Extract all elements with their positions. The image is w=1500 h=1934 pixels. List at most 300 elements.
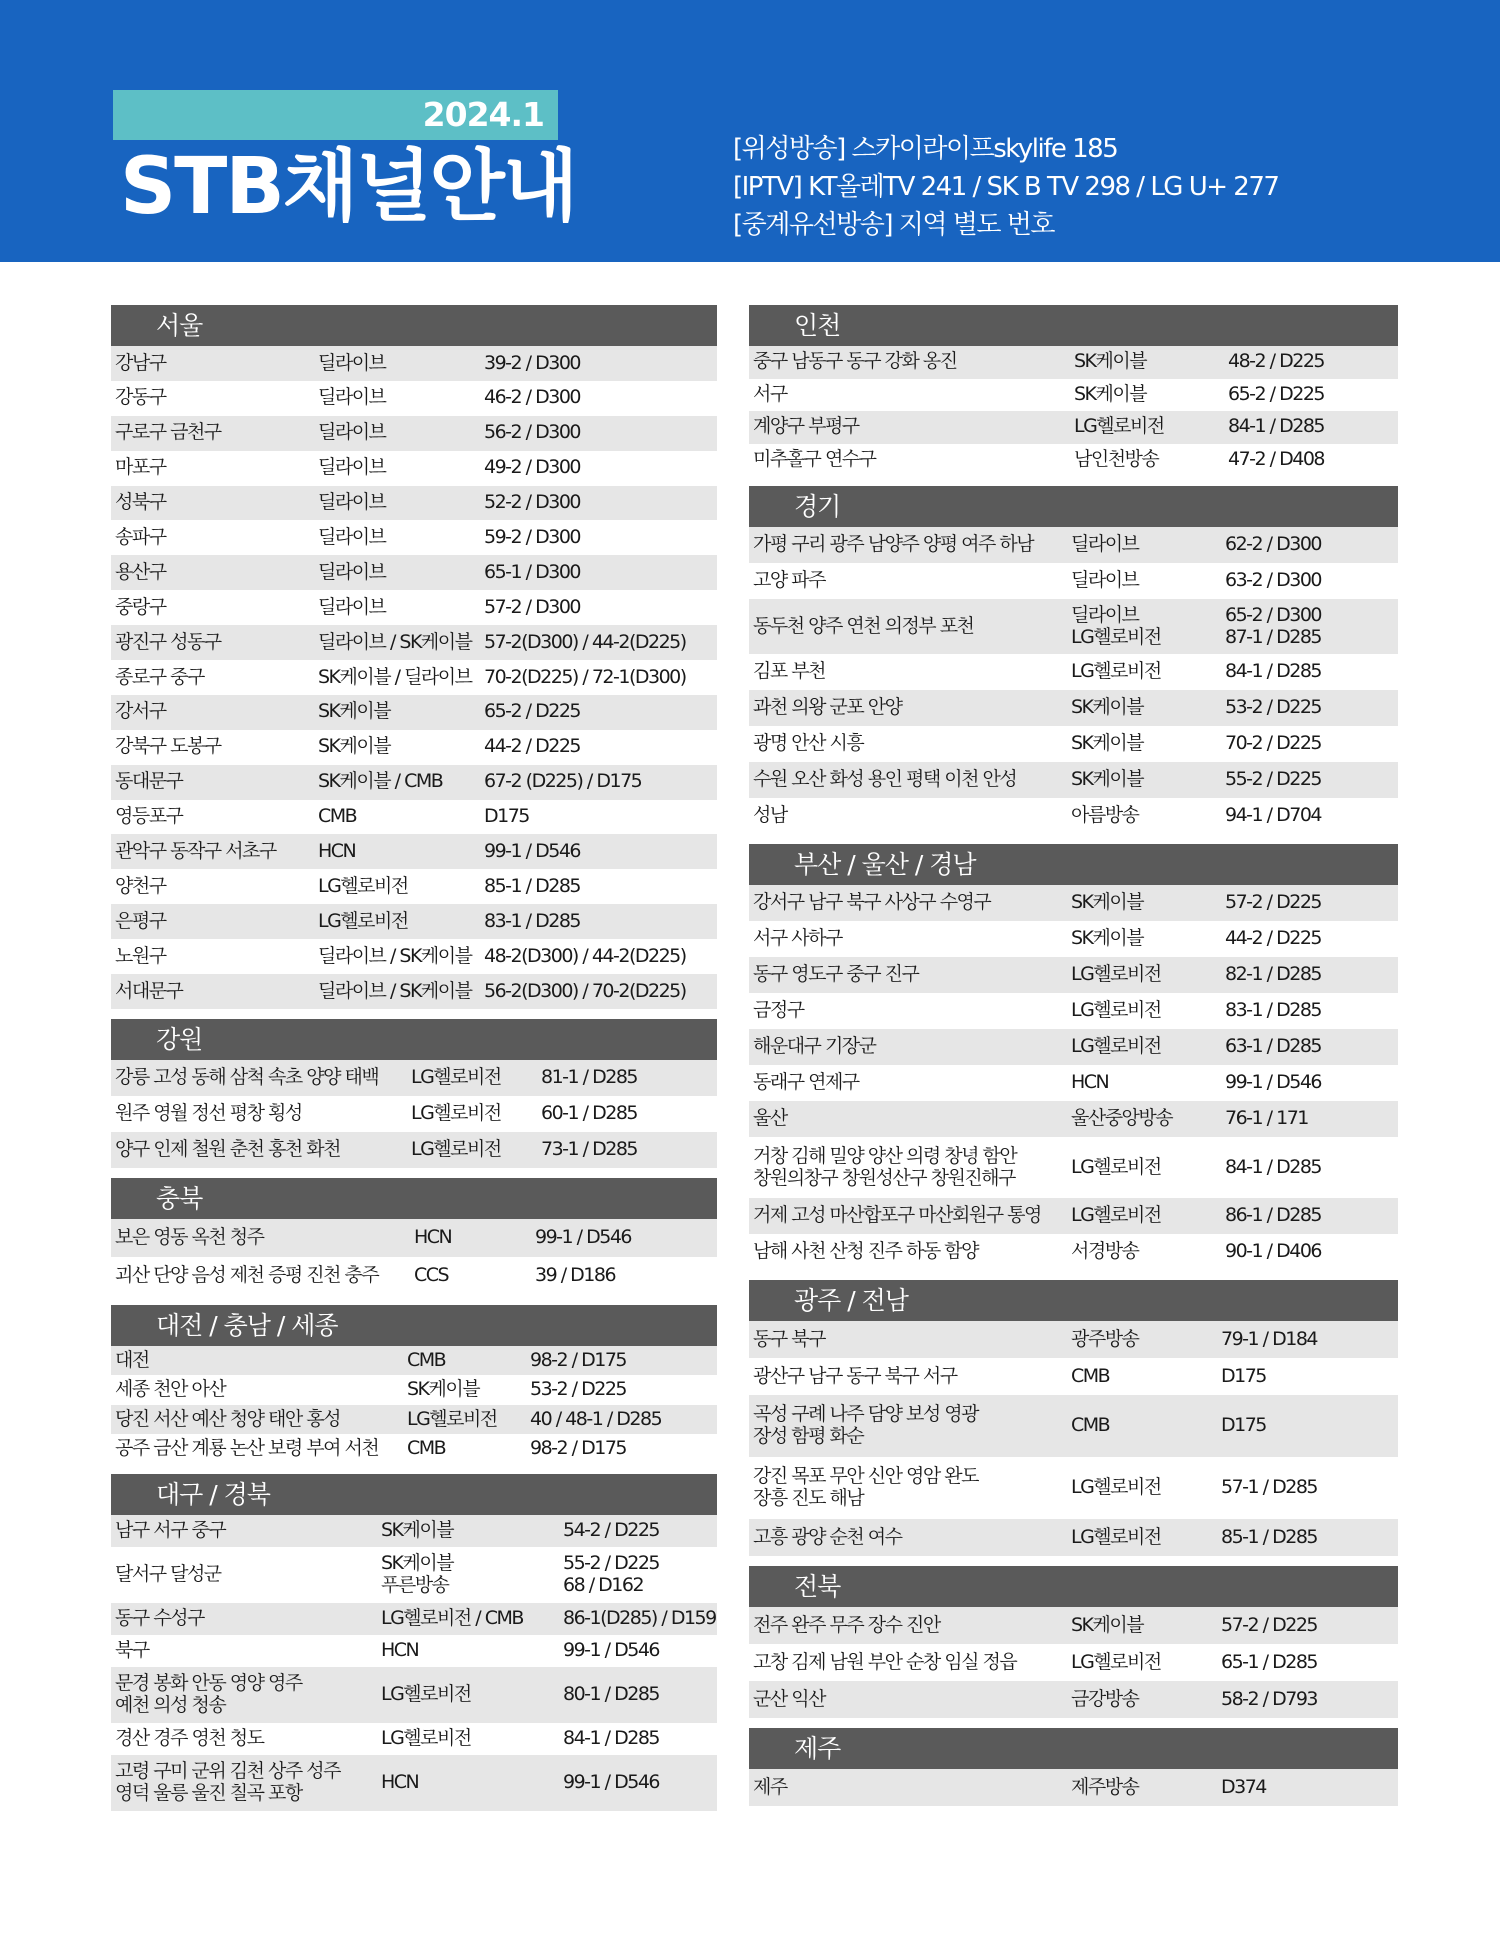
table-row [749, 1198, 1398, 1234]
region-text: 금정구 [753, 999, 804, 1022]
cell-region [111, 981, 314, 1003]
cell-channel [480, 667, 717, 689]
cell-channel [537, 1103, 717, 1125]
table-row [111, 625, 717, 660]
provider-text: CCS [414, 1264, 449, 1286]
cell-channel [559, 1728, 717, 1750]
region-text: 김포 부천 [753, 660, 825, 683]
channel-text: 86-1(D285) / D159 [563, 1607, 716, 1629]
cell-channel [1221, 928, 1398, 950]
region-text: 전주 완주 무주 장수 진안 [753, 1613, 940, 1636]
table-row [111, 1635, 717, 1667]
region-text: 거창 김해 밀양 양산 의령 창녕 함안 [753, 1144, 1017, 1167]
provider-text: 아름방송 [1071, 804, 1139, 827]
cell-provider [1067, 570, 1221, 592]
channel-text: 99-1 / D546 [1225, 1071, 1321, 1094]
cell-region [749, 892, 1067, 914]
cell-region [111, 1265, 410, 1287]
region-section [111, 1019, 717, 1168]
channel-text: 99-1 / D546 [484, 839, 580, 862]
channel-text: 46-2 / D300 [484, 386, 580, 409]
cell-region [749, 1689, 1067, 1711]
cell-provider [314, 527, 480, 549]
cell-region [111, 1438, 403, 1460]
cell-provider [314, 457, 480, 479]
cell-provider [407, 1103, 537, 1125]
cell-provider [314, 422, 480, 444]
cell-region [749, 733, 1067, 755]
section-rows [749, 346, 1398, 476]
table-row [111, 486, 717, 521]
provider-text: 푸른방송 [381, 1573, 449, 1596]
section-header: 대전 / 충남 / 세종 [111, 1305, 717, 1346]
channel-text: 82-1 / D285 [1225, 963, 1321, 986]
cell-provider [1067, 892, 1221, 914]
provider-text: SK케이블 [407, 1378, 480, 1401]
region-text: 제주 [753, 1775, 787, 1798]
cell-channel [1221, 661, 1398, 683]
cell-provider [377, 1684, 559, 1706]
cell-region [749, 1000, 1067, 1022]
provider-text: SK케이블 / CMB [318, 770, 443, 793]
table-row [749, 1101, 1398, 1137]
cell-region [749, 964, 1067, 986]
info-satellite: [위성방송] 스카이라이프skylife 185 [733, 134, 1118, 164]
channel-text: 67-2 (D225) / D175 [484, 770, 642, 793]
provider-text: 딜라이브 [1071, 533, 1139, 556]
cell-channel [1217, 1615, 1398, 1637]
table-row [111, 416, 717, 451]
cell-channel [1221, 1072, 1398, 1094]
channel-text: 62-2 / D300 [1225, 533, 1321, 556]
region-text: 공주 금산 계룡 논산 보령 부여 서천 [115, 1437, 379, 1460]
table-row [111, 1755, 717, 1811]
provider-text: HCN [318, 839, 356, 862]
table-row [111, 765, 717, 800]
section-rows [749, 1321, 1398, 1556]
cell-provider [1067, 1415, 1217, 1437]
table-row [749, 379, 1398, 412]
region-section [111, 1305, 717, 1464]
cell-channel [1224, 416, 1398, 438]
channel-text: 57-1 / D285 [1221, 1476, 1317, 1499]
cell-provider [314, 946, 480, 968]
channel-text: D175 [1221, 1414, 1266, 1437]
cell-region [111, 422, 314, 444]
table-row [111, 1219, 717, 1257]
cell-region [111, 841, 314, 863]
channel-text: 85-1 / D285 [1221, 1525, 1317, 1548]
region-section [749, 1280, 1398, 1556]
cell-provider [1070, 384, 1224, 406]
cell-provider [377, 1728, 559, 1750]
cell-region [111, 492, 314, 514]
cell-channel [526, 1379, 717, 1401]
table-row [749, 1607, 1398, 1644]
table-row [749, 1457, 1398, 1519]
cell-region [749, 449, 1070, 471]
cell-provider [314, 597, 480, 619]
region-text: 고양 파주 [753, 569, 825, 592]
channel-text: 39-2 / D300 [484, 351, 580, 374]
channel-text: 84-1 / D285 [1225, 660, 1321, 683]
region-text: 광명 안산 시흥 [753, 732, 864, 755]
table-row [749, 762, 1398, 798]
region-text: 고령 구미 군위 김천 상주 성주 [115, 1760, 340, 1783]
region-text: 서구 사하구 [753, 927, 842, 950]
cell-channel [1221, 697, 1398, 719]
region-section [749, 844, 1398, 1270]
region-text: 대전 [115, 1348, 149, 1371]
cell-channel [480, 562, 717, 584]
table-row [111, 695, 717, 730]
cell-region [111, 1640, 377, 1662]
channel-text: 98-2 / D175 [530, 1348, 626, 1371]
cell-region [111, 946, 314, 968]
cell-region [749, 805, 1067, 827]
table-row [111, 1667, 717, 1723]
cell-channel [531, 1227, 717, 1249]
region-text: 송파구 [115, 525, 166, 548]
region-text: 당진 서산 예산 청양 태안 홍성 [115, 1407, 340, 1430]
cell-region [749, 661, 1067, 683]
cell-provider [410, 1227, 531, 1249]
provider-text: SK케이블 [381, 1519, 454, 1541]
cell-provider [403, 1438, 526, 1460]
region-text: 동구 북구 [753, 1327, 825, 1350]
table-row [111, 1060, 717, 1096]
channel-text: 81-1 / D285 [541, 1066, 637, 1088]
provider-text: LG헬로비전 [1071, 1155, 1161, 1178]
cell-region [111, 597, 314, 619]
cell-region [111, 1409, 403, 1431]
region-text: 성북구 [115, 491, 166, 514]
cell-provider [410, 1265, 531, 1287]
channel-text: 65-1 / D300 [484, 560, 580, 583]
cell-channel [1221, 733, 1398, 755]
table-row [749, 411, 1398, 444]
cell-channel [480, 876, 717, 898]
cell-provider [377, 1640, 559, 1662]
cell-channel [480, 422, 717, 444]
table-row [749, 444, 1398, 477]
channel-text: 59-2 / D300 [484, 525, 580, 548]
cell-provider [1067, 534, 1221, 556]
provider-text: SK케이블 [1071, 696, 1144, 719]
table-row [111, 346, 717, 381]
region-text: 강남구 [115, 351, 166, 374]
channel-text: 48-2(D300) / 44-2(D225) [484, 944, 686, 967]
cell-channel [480, 911, 717, 933]
section-rows [749, 527, 1398, 834]
broadcast-info [733, 130, 1278, 244]
region-text: 고창 김제 남원 부안 순창 임실 정읍 [753, 1650, 1017, 1673]
cell-provider [314, 492, 480, 514]
region-text: 구로구 금천구 [115, 421, 221, 444]
table-row [111, 1257, 717, 1295]
cell-provider [314, 632, 480, 654]
section-header: 제주 [749, 1728, 1398, 1769]
table-row [749, 1065, 1398, 1101]
cell-channel [1217, 1329, 1398, 1351]
provider-text: SK케이블 [1071, 891, 1144, 914]
table-row [111, 834, 717, 869]
cell-provider [377, 1553, 559, 1597]
channel-text: 84-1 / D285 [1225, 1155, 1321, 1178]
cell-provider [1067, 1072, 1221, 1094]
table-row [749, 1358, 1398, 1395]
provider-text: 딜라이브 [318, 386, 386, 409]
cell-region [111, 1067, 407, 1089]
provider-text: LG헬로비전 [1071, 625, 1161, 648]
cell-channel [1224, 384, 1398, 406]
cell-channel [526, 1438, 717, 1460]
cell-channel [1217, 1652, 1398, 1674]
cell-region [749, 697, 1067, 719]
provider-text: 딜라이브 [318, 456, 386, 479]
channel-text: 49-2 / D300 [484, 456, 580, 479]
cell-channel [1221, 534, 1398, 556]
region-text: 문경 봉화 안동 영양 영주 [115, 1672, 302, 1695]
cell-channel [559, 1772, 717, 1794]
provider-text: LG헬로비전 [318, 909, 408, 932]
cell-provider [314, 771, 480, 793]
cell-channel [480, 946, 717, 968]
cell-channel [480, 981, 717, 1003]
section-header: 충북 [111, 1178, 717, 1219]
table-row [111, 1346, 717, 1376]
channel-text: 63-2 / D300 [1225, 569, 1321, 592]
cell-provider [314, 911, 480, 933]
provider-text: 딜라이브 / SK케이블 [318, 630, 472, 653]
provider-text: LG헬로비전 [411, 1102, 501, 1124]
provider-text: SK케이블 [1071, 1613, 1144, 1636]
cell-channel [1221, 570, 1398, 592]
provider-text: LG헬로비전 [1071, 999, 1161, 1022]
region-text: 동대문구 [115, 770, 183, 793]
table-row [749, 346, 1398, 379]
cell-channel [1221, 1036, 1398, 1058]
cell-channel [531, 1265, 717, 1287]
cell-channel [537, 1067, 717, 1089]
provider-text: LG헬로비전 [1071, 660, 1161, 683]
channel-text: 65-2 / D225 [484, 700, 580, 723]
region-text: 울산 [753, 1107, 787, 1130]
cell-region [111, 562, 314, 584]
provider-text: CMB [407, 1437, 446, 1460]
provider-text: 남인천방송 [1074, 447, 1159, 470]
cell-provider [314, 876, 480, 898]
cell-provider [1067, 1527, 1217, 1549]
cell-region [111, 1227, 410, 1249]
channel-text: 54-2 / D225 [563, 1519, 659, 1541]
cell-region [749, 1527, 1067, 1549]
provider-text: SK케이블 [1074, 350, 1147, 373]
channel-text: 40 / 48-1 / D285 [530, 1407, 662, 1430]
table-row [111, 869, 717, 904]
channel-text: 70-2(D225) / 72-1(D300) [484, 665, 686, 688]
region-text: 남해 사천 산청 진주 하동 함양 [753, 1240, 978, 1263]
cell-channel [559, 1684, 717, 1706]
cell-provider [1067, 1329, 1217, 1351]
region-text: 강서구 [115, 700, 166, 723]
cell-region [111, 632, 314, 654]
cell-region [111, 1139, 407, 1161]
cell-provider [377, 1772, 559, 1794]
table-row [111, 904, 717, 939]
provider-text: 딜라이브 [1071, 569, 1139, 592]
channel-text: 63-1 / D285 [1225, 1035, 1321, 1058]
header-banner [0, 0, 1500, 262]
channel-text: 53-2 / D225 [1225, 696, 1321, 719]
cell-channel [480, 632, 717, 654]
cell-provider [403, 1379, 526, 1401]
cell-provider [314, 353, 480, 375]
region-text: 장흥 진도 해남 [753, 1487, 864, 1509]
provider-text: LG헬로비전 [1071, 1525, 1161, 1548]
region-text: 경산 경주 영천 청도 [115, 1727, 264, 1749]
table-row [749, 563, 1398, 599]
channel-text: 79-1 / D184 [1221, 1327, 1317, 1350]
cell-region [111, 1350, 403, 1372]
section-rows [111, 1515, 717, 1811]
provider-text: SK케이블 [318, 735, 391, 758]
section-header: 부산 / 울산 / 경남 [749, 844, 1398, 885]
table-row [749, 993, 1398, 1029]
region-text: 강진 목포 무안 신안 영암 완도 [753, 1465, 978, 1488]
section-rows [111, 1219, 717, 1295]
cell-channel [1217, 1777, 1398, 1799]
channel-text: 90-1 / D406 [1225, 1240, 1321, 1263]
channel-text: 99-1 / D546 [563, 1639, 659, 1661]
region-section [111, 1178, 717, 1295]
channel-text: 44-2 / D225 [484, 735, 580, 758]
section-rows [111, 346, 717, 1009]
cell-provider [1070, 416, 1224, 438]
cell-region [749, 1652, 1067, 1674]
cell-region [749, 1072, 1067, 1094]
cell-region [111, 1379, 403, 1401]
region-text: 광진구 성동구 [115, 630, 221, 653]
table-row [749, 1321, 1398, 1358]
section-rows [749, 1607, 1398, 1718]
issue-date: 2024.1 [422, 95, 544, 134]
region-section [749, 486, 1398, 834]
provider-text: 딜라이브 / SK케이블 [318, 944, 472, 967]
table-row [111, 1096, 717, 1132]
cell-provider [1067, 1689, 1217, 1711]
cell-channel [480, 701, 717, 723]
cell-region [111, 1728, 377, 1750]
table-row [111, 1405, 717, 1435]
channel-text: 70-2 / D225 [1225, 732, 1321, 755]
channel-text: 44-2 / D225 [1225, 927, 1321, 950]
cell-provider [1070, 351, 1224, 373]
channel-text: 52-2 / D300 [484, 491, 580, 514]
cell-provider [407, 1067, 537, 1089]
cell-region [749, 534, 1067, 556]
channel-text: 55-2 / D225 [1225, 768, 1321, 791]
cell-channel [1221, 964, 1398, 986]
table-row [111, 1434, 717, 1464]
section-header: 대구 / 경북 [111, 1474, 717, 1515]
cell-provider [314, 806, 480, 828]
table-row [111, 1723, 717, 1755]
cell-region [111, 1673, 377, 1717]
cell-region [749, 351, 1070, 373]
cell-provider [1067, 805, 1221, 827]
provider-text: LG헬로비전 / CMB [381, 1607, 523, 1629]
channel-text: 56-2(D300) / 70-2(D225) [484, 979, 686, 1002]
provider-text: HCN [381, 1639, 419, 1661]
cell-channel [1221, 1000, 1398, 1022]
region-section [749, 1566, 1398, 1718]
region-section [111, 305, 717, 1009]
cell-region [111, 1103, 407, 1125]
cell-provider [1067, 1108, 1221, 1130]
cell-provider [314, 667, 480, 689]
channel-text: 47-2 / D408 [1228, 447, 1324, 470]
section-header: 인천 [749, 305, 1398, 346]
cell-channel [480, 492, 717, 514]
cell-channel [480, 353, 717, 375]
region-text: 양구 인제 철원 춘천 홍천 화천 [115, 1138, 340, 1160]
cell-region [749, 616, 1067, 638]
info-iptv: [IPTV] KT올레TV 241 / SK B TV 298 / LG U+ 277 [733, 172, 1279, 202]
cell-region [749, 1241, 1067, 1263]
table-row [111, 1603, 717, 1635]
section-rows [111, 1060, 717, 1168]
cell-channel [480, 527, 717, 549]
region-text: 양천구 [115, 874, 166, 897]
region-text: 가평 구리 광주 남양주 양평 여주 하남 [753, 533, 1034, 556]
section-header: 서울 [111, 305, 717, 346]
region-text: 장성 함평 화순 [753, 1425, 864, 1447]
table-row [749, 654, 1398, 690]
table-row [111, 660, 717, 695]
cell-channel [559, 1553, 717, 1597]
cell-channel [526, 1350, 717, 1372]
cell-region [111, 806, 314, 828]
channel-text: 86-1 / D285 [1225, 1204, 1321, 1227]
provider-text: LG헬로비전 [381, 1683, 471, 1705]
region-text: 거제 고성 마산합포구 마산회원구 통영 [753, 1204, 1041, 1227]
region-text: 강북구 도봉구 [115, 735, 221, 758]
table-row [111, 974, 717, 1009]
table-row [749, 1137, 1398, 1198]
cell-channel [480, 457, 717, 479]
region-text: 동구 수성구 [115, 1607, 204, 1629]
section-rows [111, 1346, 717, 1464]
section-header: 강원 [111, 1019, 717, 1060]
cell-channel [1221, 892, 1398, 914]
cell-region [111, 457, 314, 479]
region-text: 은평구 [115, 909, 166, 932]
table-row [749, 1769, 1398, 1806]
section-header: 전북 [749, 1566, 1398, 1607]
channel-text: 57-2(D300) / 44-2(D225) [484, 630, 686, 653]
region-section [749, 1728, 1398, 1806]
provider-text: 딜라이브 [318, 491, 386, 514]
channel-text: 60-1 / D285 [541, 1102, 637, 1124]
provider-text: SK케이블 [1071, 768, 1144, 791]
channel-text: 85-1 / D285 [484, 874, 580, 897]
channel-text: 68 / D162 [563, 1573, 644, 1596]
table-row [111, 730, 717, 765]
cell-provider [1067, 1615, 1217, 1637]
region-text: 달서구 달성군 [115, 1563, 221, 1585]
provider-text: 딜라이브 [318, 351, 386, 374]
